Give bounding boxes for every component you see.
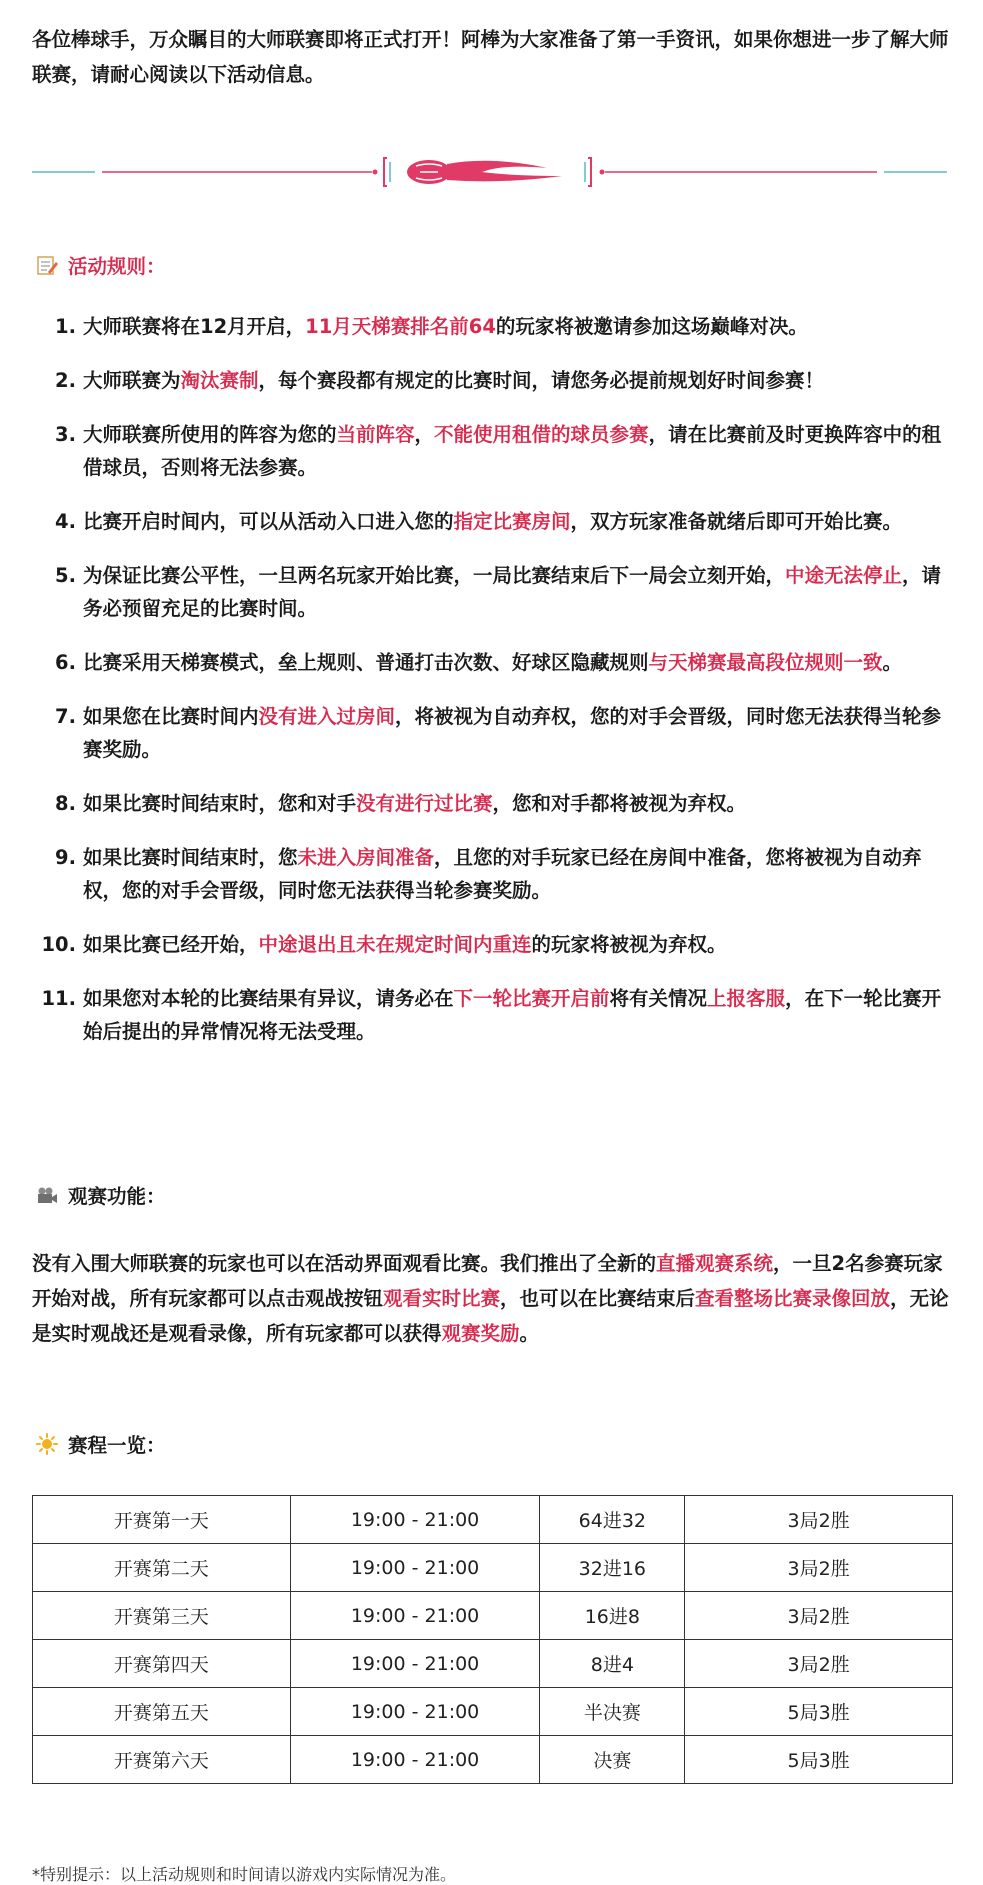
rule-text: ，将被视为自动弃权，您的对手会晋级，同时您无法获得当轮参赛奖励。 — [83, 705, 942, 761]
rule-text: 的玩家将被视为弃权。 — [531, 933, 727, 956]
rule-item — [32, 505, 952, 538]
highlight-text: 与天梯赛最高段位规则一致 — [648, 651, 883, 674]
rule-number: 6. — [55, 651, 76, 674]
rule-text: 。 — [519, 1322, 540, 1345]
rule-text: 大师联赛所使用的阵容为您的 — [83, 423, 337, 446]
decorative-divider — [32, 150, 952, 194]
sun-icon — [36, 1433, 58, 1455]
highlight-text: 不能使用租借的球员参赛 — [434, 423, 649, 446]
table-cell: 开赛第一天 — [33, 1496, 291, 1544]
rule-text: ，请在比赛前及时更换阵容中的租借球员，否则将无法参赛。 — [83, 423, 942, 479]
rule-text: ，请务必预留充足的比赛时间。 — [83, 564, 942, 620]
table-cell: 3局2胜 — [685, 1544, 953, 1592]
table-cell: 开赛第二天 — [33, 1544, 291, 1592]
table-cell: 半决赛 — [540, 1688, 685, 1736]
highlight-text: 查看整场比赛录像回放 — [695, 1287, 891, 1310]
rule-text: 大师联赛将在12月开启， — [83, 315, 306, 338]
table-cell: 决赛 — [540, 1736, 685, 1784]
rule-text: ，一旦2名参赛玩家开始对战，所有玩家都可以点击观战按钮 — [32, 1252, 943, 1310]
table-cell: 19:00 - 21:00 — [290, 1544, 540, 1592]
rule-item — [32, 700, 952, 766]
table-cell: 19:00 - 21:00 — [290, 1736, 540, 1784]
rule-text: ，无论是实时观战还是观看录像，所有玩家都可以获得 — [32, 1287, 949, 1345]
rule-number: 8. — [55, 792, 76, 815]
rule-item — [32, 787, 952, 820]
highlight-text: 上报客服 — [707, 987, 786, 1010]
highlight-text: 未进入房间准备 — [297, 846, 435, 869]
rule-number: 5. — [55, 564, 76, 587]
highlight-text: 观看实时比赛 — [383, 1287, 501, 1310]
highlight-text: 下一轮比赛开启前 — [453, 987, 610, 1010]
highlight-text: 观赛奖励 — [441, 1322, 520, 1345]
highlight-text: 11月天梯赛排名前64 — [305, 315, 496, 338]
rules-heading — [36, 251, 166, 279]
footnote: *特别提示：以上活动规则和时间请以游戏内实际情况为准。 — [32, 1865, 457, 1884]
rule-text: ，也可以在比赛结束后 — [500, 1287, 696, 1310]
rule-text: 比赛开启时间内，可以从活动入口进入您的 — [83, 510, 454, 533]
rule-item — [32, 364, 952, 397]
rule-number: 2. — [55, 369, 76, 392]
rule-text: 将有关情况 — [609, 987, 708, 1010]
table-row — [33, 1688, 953, 1736]
flaming-baseball-icon — [407, 160, 562, 184]
rule-text: ，您和对手都将被视为弃权。 — [492, 792, 747, 815]
rule-text: 如果比赛时间结束时，您 — [83, 846, 298, 869]
table-row — [33, 1640, 953, 1688]
table-row — [33, 1736, 953, 1784]
highlight-text: 中途退出且未在规定时间内重连 — [258, 933, 532, 956]
table-cell: 开赛第六天 — [33, 1736, 291, 1784]
table-cell: 开赛第三天 — [33, 1592, 291, 1640]
rule-number: 1. — [55, 315, 76, 338]
rule-text: ，且您的对手玩家已经在房间中准备，您将被视为自动弃权，您的对手会晋级，同时您无法获得当轮参赛奖励。 — [83, 846, 922, 902]
rule-item — [32, 646, 952, 679]
table-cell: 开赛第四天 — [33, 1640, 291, 1688]
highlight-text: 没有进入过房间 — [258, 705, 396, 728]
table-cell: 开赛第五天 — [33, 1688, 291, 1736]
highlight-text: 淘汰赛制 — [180, 369, 259, 392]
rule-text: ，每个赛段都有规定的比赛时间，请您务必提前规划好时间参赛！ — [258, 369, 825, 392]
rule-text: ，在下一轮比赛开始后提出的异常情况将无法受理。 — [83, 987, 942, 1043]
rule-text: ， — [414, 423, 435, 446]
highlight-text: 当前阵容 — [336, 423, 415, 446]
rule-number: 10. — [41, 933, 76, 956]
rule-text: 如果比赛已经开始， — [83, 933, 259, 956]
rule-item — [32, 418, 952, 484]
table-row — [33, 1544, 953, 1592]
rule-text: 的玩家将被邀请参加这场巅峰对决。 — [495, 315, 808, 338]
rule-text: 大师联赛为 — [83, 369, 181, 392]
highlight-text: 中途无法停止 — [785, 564, 903, 587]
table-cell: 5局3胜 — [685, 1688, 953, 1736]
watch-title: 观赛功能： — [68, 1185, 166, 1208]
watch-heading — [36, 1181, 166, 1209]
rule-item — [32, 841, 952, 907]
schedule-heading — [36, 1430, 166, 1458]
table-cell: 3局2胜 — [685, 1640, 953, 1688]
table-cell: 19:00 - 21:00 — [290, 1640, 540, 1688]
rule-text: 如果您在比赛时间内 — [83, 705, 259, 728]
table-cell: 8进4 — [540, 1640, 685, 1688]
highlight-text: 没有进行过比赛 — [356, 792, 493, 815]
intro-paragraph: 各位棒球手，万众瞩目的大师联赛即将正式打开！阿棒为大家准备了第一手资讯，如果你想进一步了解大师联赛，请耐心阅读以下活动信息。 — [32, 28, 949, 86]
rule-text: 如果比赛时间结束时，您和对手 — [83, 792, 357, 815]
rule-number: 4. — [55, 510, 76, 533]
table-cell: 16进8 — [540, 1592, 685, 1640]
rule-text: 比赛采用天梯赛模式，垒上规则、普通打击次数、好球区隐藏规则 — [83, 651, 649, 674]
rule-item — [32, 559, 952, 625]
rule-text: ，双方玩家准备就绪后即可开始比赛。 — [570, 510, 903, 533]
table-cell: 3局2胜 — [685, 1592, 953, 1640]
table-cell: 19:00 - 21:00 — [290, 1496, 540, 1544]
rule-text: 为保证比赛公平性，一旦两名玩家开始比赛，一局比赛结束后下一局会立刻开始， — [83, 564, 786, 587]
memo-icon — [36, 254, 58, 276]
rule-text: 如果您对本轮的比赛结果有异议，请务必在 — [83, 987, 454, 1010]
table-cell: 5局3胜 — [685, 1736, 953, 1784]
rule-item — [32, 928, 952, 961]
rule-item — [32, 982, 952, 1048]
rule-text: 没有入围大师联赛的玩家也可以在活动界面观看比赛。我们推出了全新的 — [32, 1252, 657, 1275]
table-cell: 64进32 — [540, 1496, 685, 1544]
highlight-text: 直播观赛系统 — [656, 1252, 774, 1275]
highlight-text: 指定比赛房间 — [453, 510, 571, 533]
schedule-table — [32, 1495, 953, 1784]
table-row — [33, 1592, 953, 1640]
watch-paragraph — [32, 1246, 952, 1351]
rule-number: 3. — [55, 423, 76, 446]
rule-number: 11. — [41, 987, 76, 1010]
table-row — [33, 1496, 953, 1544]
rules-title: 活动规则： — [68, 255, 166, 278]
rule-number: 9. — [55, 846, 76, 869]
table-cell: 19:00 - 21:00 — [290, 1688, 540, 1736]
table-cell: 3局2胜 — [685, 1496, 953, 1544]
table-cell: 32进16 — [540, 1544, 685, 1592]
rule-number: 7. — [55, 705, 76, 728]
camera-icon — [36, 1184, 58, 1206]
table-cell: 19:00 - 21:00 — [290, 1592, 540, 1640]
schedule-title: 赛程一览： — [68, 1434, 166, 1457]
rules-list — [32, 310, 952, 1069]
rule-text: 。 — [882, 651, 903, 674]
rule-item — [32, 310, 952, 343]
